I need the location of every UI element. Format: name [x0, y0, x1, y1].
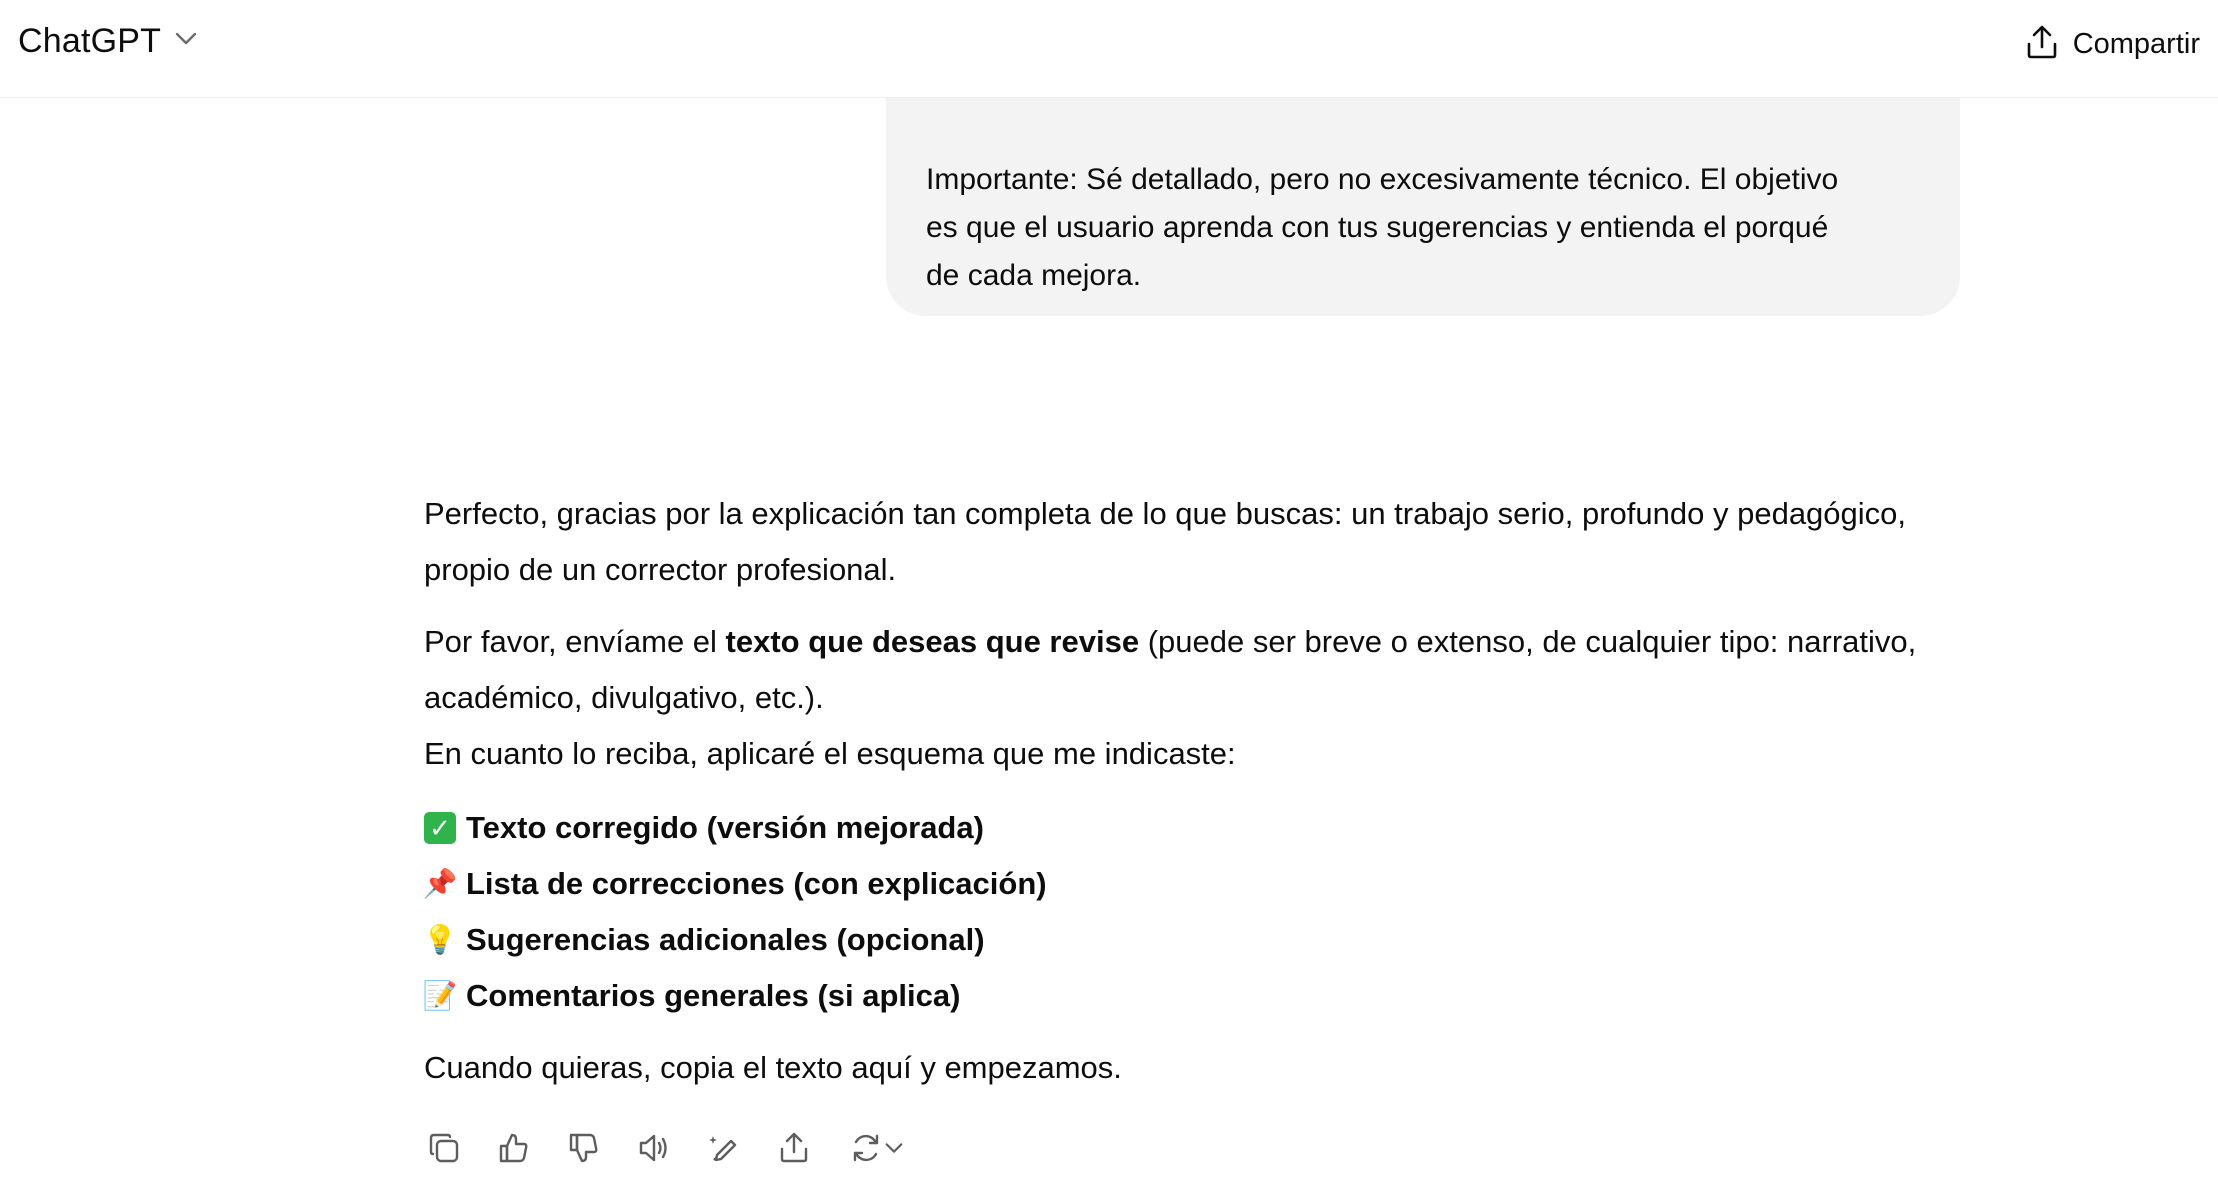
checklist — [424, 800, 1964, 1024]
share-icon — [776, 1130, 812, 1166]
edit-in-canvas-button[interactable] — [704, 1128, 744, 1168]
copy-button[interactable] — [424, 1128, 464, 1168]
list-item — [424, 912, 1964, 968]
light-bulb-icon: 💡 — [422, 924, 458, 955]
user-message-text — [926, 156, 1920, 300]
memo-icon: 📝 — [422, 980, 458, 1011]
assistant-message — [424, 486, 1964, 1096]
text-span: Por favor, envíame el — [424, 624, 726, 659]
pushpin-icon: 📌 — [422, 868, 458, 899]
list-item-label: Comentarios generales (si aplica) — [466, 978, 961, 1013]
assistant-paragraph — [424, 614, 1964, 726]
edit-icon — [706, 1130, 742, 1166]
share-message-button[interactable] — [774, 1128, 814, 1168]
read-aloud-button[interactable] — [634, 1128, 674, 1168]
chevron-down-icon — [884, 1141, 904, 1155]
list-item — [424, 800, 1964, 856]
user-message-line: de cada mejora. — [926, 259, 1142, 292]
regenerate-icon — [848, 1130, 884, 1166]
share-button[interactable] — [2025, 24, 2200, 65]
user-message-bubble — [886, 98, 1960, 316]
list-item-label: Texto corregido (versión mejorada) — [466, 810, 984, 845]
assistant-paragraph: En cuanto lo reciba, aplicaré el esquema que me indicaste: — [424, 736, 1236, 771]
model-name: ChatGPT — [18, 22, 162, 60]
chevron-down-icon — [175, 32, 197, 51]
good-response-button[interactable] — [494, 1128, 534, 1168]
thumbs-up-icon — [496, 1130, 532, 1166]
read-aloud-icon — [636, 1130, 672, 1166]
check-mark-icon: ✓ — [424, 812, 456, 844]
model-switcher[interactable] — [18, 22, 197, 61]
bad-response-button[interactable] — [564, 1128, 604, 1168]
copy-icon — [426, 1130, 462, 1166]
share-label: Compartir — [2072, 28, 2200, 60]
list-item-label: Sugerencias adicionales (opcional) — [466, 922, 985, 957]
assistant-paragraph: Perfecto, gracias por la explicación tan completa de lo que buscas: un trabajo serio, profundo y pedagógico, propio de un corrector profesional. — [424, 496, 1907, 587]
list-item — [424, 856, 1964, 912]
list-item — [424, 968, 1964, 1024]
message-actions — [424, 1128, 908, 1168]
text-span: (puede ser breve o extenso, de cualquier tipo: narrativo, académico, divulgativo, etc.). — [424, 624, 1917, 715]
assistant-closing: Cuando quieras, copia el texto aquí y empezamos. — [424, 1050, 1122, 1085]
bold-text: texto que deseas que revise — [725, 624, 1140, 659]
user-message-line: es que el usuario aprenda con tus sugerencias y entienda el porqué — [926, 211, 1829, 244]
share-icon — [2025, 24, 2059, 65]
thumbs-down-icon — [566, 1130, 602, 1166]
top-bar — [0, 0, 2218, 98]
user-message-line: Importante: Sé detallado, pero no excesivamente técnico. El objetivo — [926, 163, 1839, 196]
regenerate-button[interactable] — [844, 1128, 908, 1168]
list-item-label: Lista de correcciones (con explicación) — [466, 866, 1047, 901]
